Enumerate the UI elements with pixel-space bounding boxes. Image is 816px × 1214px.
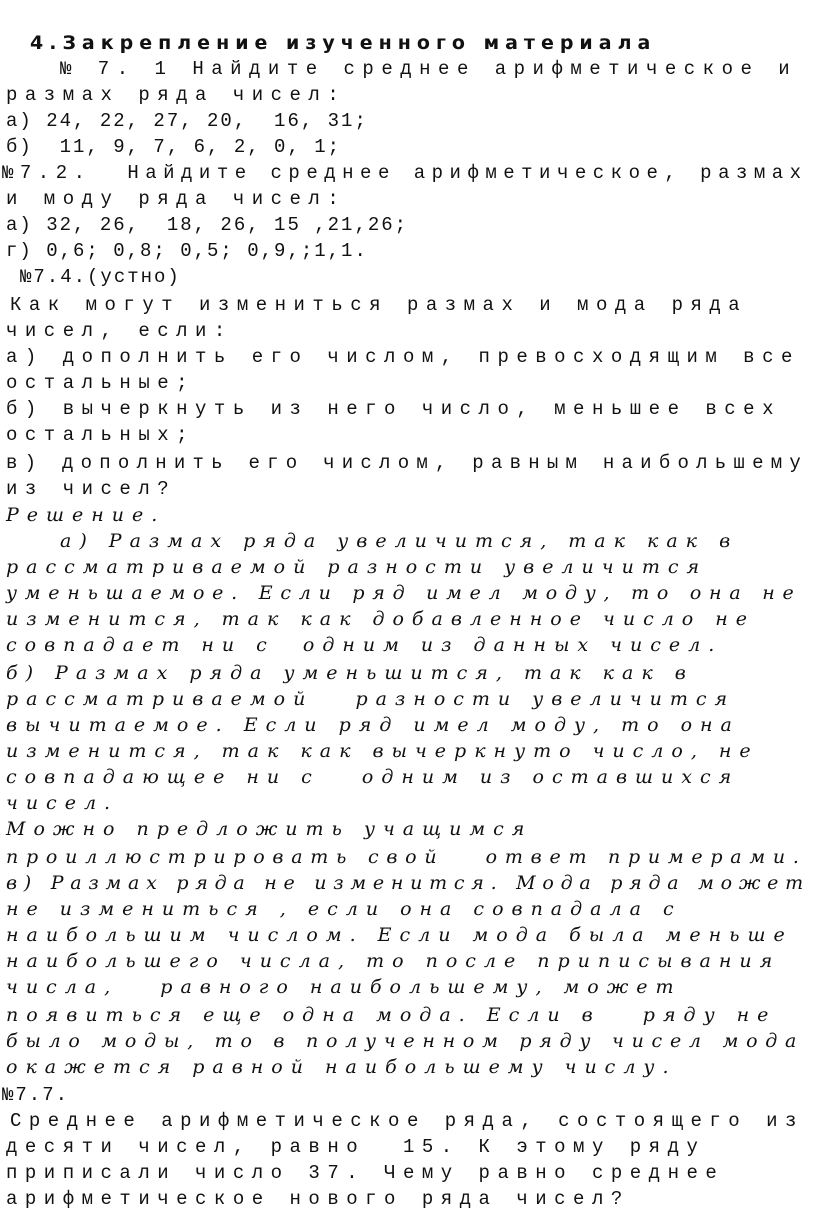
solution-line: наибольшим числом. Если мода была меньше: [6, 924, 793, 946]
solution-line: рассматриваемой разности увеличится: [6, 556, 708, 578]
solution-line: появиться еще одна мода. Если в ряду не: [6, 1004, 777, 1026]
solution-line: было моды, то в полученном ряду чисел мода: [6, 1030, 805, 1052]
solution-line: уменьшаемое. Если ряд имел моду, то она не: [6, 582, 802, 604]
task-7-4-option-v-2: из чисел?: [6, 478, 177, 500]
task-7-7-line: арифметическое нового ряда чисел?: [6, 1188, 630, 1210]
task-7-2-line-2: и моду ряда чисел:: [6, 188, 347, 210]
task-7-7-line: приписали число 37. Чему равно среднее: [6, 1162, 725, 1184]
solution-line: в) Размах ряда не изменится. Мода ряда может: [6, 872, 810, 894]
solution-line: а) Размах ряда увеличится, так как в: [60, 530, 739, 552]
solution-line: изменится, так как добавленное число не: [6, 608, 756, 630]
task-7-2-item-g: г) 0,6; 0,8; 0,5; 0,9,;1,1.: [6, 240, 368, 262]
task-7-4-option-b-2: остальных;: [6, 424, 196, 446]
solution-label: Решение.: [6, 504, 166, 526]
task-7-7-line: Среднее арифметическое ряда, состоящего из: [10, 1110, 804, 1132]
task-7-4-option-b-1: б) вычеркнуть из него число, меньшее всех: [6, 398, 781, 420]
solution-line: не измениться , если она совпадала с: [6, 898, 682, 920]
solution-line: совпадает ни с одним из данных чисел.: [6, 634, 723, 656]
task-7-7-line: десяти чисел, равно 15. К этому ряду: [6, 1136, 706, 1158]
task-7-4-question-2: чисел, если:: [6, 320, 233, 342]
task-7-4-option-a-2: остальные;: [6, 372, 196, 394]
solution-line: наибольшего числа, то после приписывания: [6, 950, 781, 972]
task-7-4-option-a-1: а) дополнить его числом, превосходящим все: [6, 346, 800, 368]
solution-line: числа, равного наибольшему, может: [6, 976, 682, 998]
solution-line: совпадающее ни с одним из оставшихся: [6, 766, 740, 788]
task-7-4-title: №7.4.(устно): [20, 266, 181, 288]
solution-line: проиллюстрировать свой ответ примерами.: [6, 846, 807, 868]
solution-line: Можно предложить учащимся: [6, 818, 533, 840]
solution-line: изменится, так как вычеркнуто число, не: [6, 740, 759, 762]
task-7-1-item-b: б) 11, 9, 7, 6, 2, 0, 1;: [6, 136, 342, 158]
solution-line: б) Размах ряда уменьшится, так как в: [6, 662, 694, 684]
task-7-2-item-a: а) 32, 26, 18, 26, 15 ,21,26;: [6, 214, 409, 236]
task-7-2-line-1: №7.2. Найдите среднее арифметическое, размах: [2, 162, 808, 184]
solution-line: окажется равной наибольшему числу.: [6, 1056, 677, 1078]
solution-line: вычитаемое. Если ряд имел моду, то она: [6, 714, 740, 736]
solution-line: чисел.: [6, 792, 119, 814]
task-7-4-option-v-1: в) дополнить его числом, равным наибольшему: [6, 452, 809, 474]
section-heading: 4.Закрепление изученного материала: [30, 32, 657, 54]
task-7-4-question-1: Как могут измениться размах и мода ряда: [10, 294, 748, 316]
solution-line: рассматриваемой разности увеличится: [6, 688, 736, 710]
task-7-1-line-2: размах ряда чисел:: [6, 84, 347, 106]
task-7-7-title: №7.7.: [2, 1084, 70, 1106]
task-7-1-item-a: а) 24, 22, 27, 20, 16, 31;: [6, 110, 368, 132]
task-7-1-line-1: № 7. 1 Найдите среднее арифметическое и: [60, 58, 798, 80]
